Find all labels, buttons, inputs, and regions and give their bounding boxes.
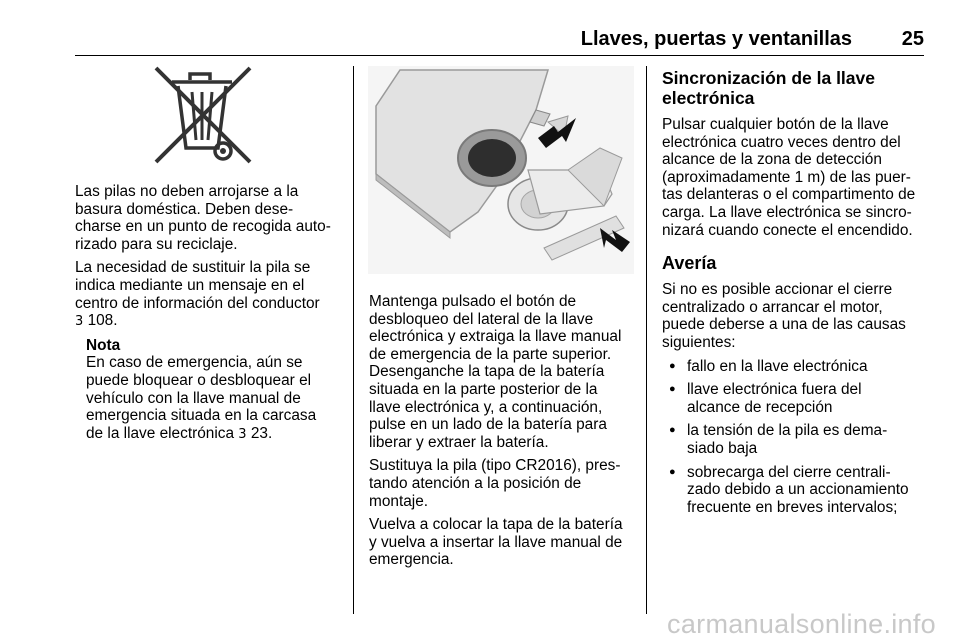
watermark: carmanualsonline.info	[667, 609, 936, 639]
list-item: ● la tensión de la pila es dema- siado baja	[662, 422, 934, 457]
list-item: ● llave electrónica fuera del alcance de recepción	[662, 381, 934, 416]
reinsert-paragraph: Vuelva a colocar la tapa de la batería y vuelva a insertar la llave manual de emergencia.	[369, 516, 623, 569]
page-reference-link[interactable]: 23.	[250, 424, 273, 442]
column-1	[75, 183, 345, 443]
note-label: Nota	[86, 336, 121, 354]
column-divider-2	[646, 66, 647, 614]
list-item: ● fallo en la llave electrónica	[662, 358, 934, 376]
disposal-paragraph: Las pilas no deben arrojarse a la basura doméstica. Deben dese- charse en un punto de recogida auto- rizado para su reciclaje.	[75, 183, 331, 253]
column-3	[662, 68, 934, 522]
arrow-icon: 3	[238, 426, 247, 442]
list-item: ● sobrecarga del cierre centrali- zado debido a un accionamiento frecuente en breves intervalos;	[662, 464, 934, 517]
unlock-instructions-paragraph: Mantenga pulsado el botón de desbloqueo del lateral de la llave electrónica y extraiga la llave manual de emergencia de la parte superior. Desenganche la tapa de la batería situada en la parte posterior de la llave electrónica y, a continuación, pulse en un lado de la batería para liberar y extraer la batería.	[369, 293, 622, 451]
crossed-out-bin-icon	[150, 66, 262, 168]
sync-paragraph: Pulsar cualquier botón de la llave electrónica cuatro veces dentro del alcance de la zona de detección (aproximadamente 1 m) de las puer- tas delanteras o el compartimento de carga. La llave electrónica se sincro- nizará cuando conecte el encendido.	[662, 116, 916, 239]
note-block: Nota En caso de emergencia, aún se puede bloquear o desbloquear el vehículo con la llave manual de emergencia situada en la carcasa de la llave electrónica 3 23.	[86, 337, 345, 444]
section-title: Llaves, puertas y ventanillas	[580, 28, 852, 50]
key-battery-illustration	[368, 66, 634, 274]
header-rule	[75, 55, 924, 56]
battery-message-paragraph: La necesidad de sustituir la pila se indica mediante un mensaje en el centro de información del conductor 3 108.	[75, 259, 320, 330]
fault-causes-list	[662, 358, 934, 517]
page-number: 25	[901, 28, 924, 50]
fault-heading: Avería	[662, 253, 717, 274]
sync-heading: Sincronización de la llave electrónica	[662, 68, 875, 108]
fault-paragraph: Si no es posible accionar el cierre centralizado o arrancar el motor, puede deberse a una de las causas siguientes:	[662, 281, 906, 351]
page-reference-link[interactable]: 108.	[87, 312, 118, 330]
column-2	[369, 293, 641, 575]
arrow-icon: 3	[75, 314, 84, 330]
column-divider-1	[353, 66, 354, 614]
replace-battery-paragraph: Sustituya la pila (tipo CR2016), pres- tando atención a la posición de montaje.	[369, 457, 621, 510]
